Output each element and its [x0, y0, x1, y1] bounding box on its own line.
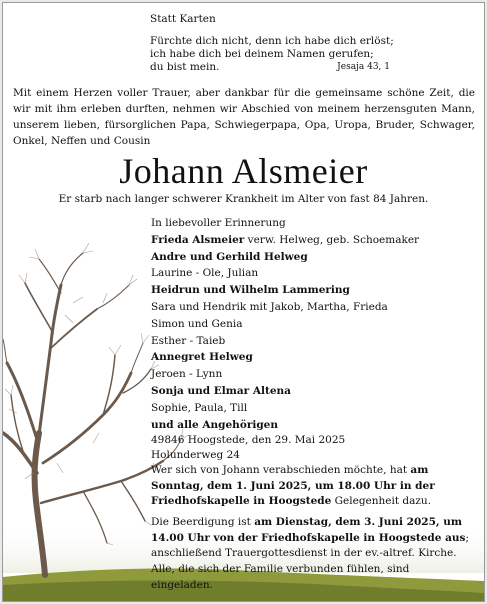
family-line: Sophie, Paula, Till	[151, 401, 248, 414]
intro-heading: Statt Karten	[150, 13, 216, 25]
street-address: Holunderweg 24	[151, 449, 240, 461]
family-line: Laurine - Ole, Julian	[151, 267, 259, 280]
family-line: Sara und Hendrik mit Jakob, Martha, Frieda	[151, 300, 388, 313]
family-list	[151, 215, 471, 433]
widow-name: Frieda Alsmeier	[151, 233, 245, 246]
funeral-text: Die Beerdigung ist	[151, 516, 255, 528]
deceased-name: Johann Alsmeier	[119, 151, 368, 191]
verse-line: du bist mein.	[150, 61, 220, 73]
family-line: Esther - Taieb	[151, 334, 226, 347]
death-note: Er starb nach langer schwerer Krankheit im Alter von fast 84 Jahren.	[58, 193, 429, 205]
family-line: Jeroen - Lynn	[151, 368, 223, 381]
farewell-text-end: Gelegenheit dazu.	[331, 495, 432, 507]
announcement-text: Mit einem Herzen voller Trauer, aber dankbar für die gemeinsame schöne Zeit, die wir mit ihm erleben durften, nehmen wir Abschied von meinem herzensguten Mann, unserem lieben, fürsorglichen Papa, Schwiegerpapa, Opa, Uropa, Bruder, Schwager, Onkel, Neffen und Cousin	[13, 87, 475, 147]
farewell-text: Wer sich von Johann verabschieden möchte, hat	[151, 464, 411, 476]
family-line: Simon und Genia	[151, 317, 243, 330]
closing-note: Alle, die sich der Familie verbunden fühlen, sind eingeladen.	[151, 563, 410, 591]
verse-line: ich habe dich bei deinem Namen gerufen;	[150, 48, 374, 60]
widow-detail: verw. Helweg, geb. Schoemaker	[244, 233, 420, 246]
intro-block	[150, 13, 400, 74]
funeral-text-end: ; anschließend Trauergottesdienst in der ev.-altref. Kirche.	[151, 531, 469, 559]
obituary-card	[2, 2, 485, 602]
family-line: Heidrun und Wilhelm Lammering	[151, 284, 350, 297]
funeral-datetime: am Dienstag, dem 3. Juni 2025, um 14.00 Uhr von der Friedhofskapelle in Hoogstede aus	[151, 516, 466, 544]
family-line: Sonja und Elmar Altena	[151, 384, 291, 397]
family-widow	[151, 232, 471, 249]
city-date: 49846 Hoogstede, den 29. Mai 2025	[151, 434, 346, 446]
family-intro: In liebevoller Erinnerung	[151, 217, 286, 229]
verse-source: Jesaja 43, 1	[337, 62, 390, 72]
family-line: und alle Angehörigen	[151, 418, 278, 431]
family-line: Andre und Gerhild Helweg	[151, 250, 308, 263]
address-block	[151, 433, 345, 463]
farewell-datetime: am Sonntag, dem 1. Juni 2025, um 18.00 Uhr in der Friedhofskapelle in Hoogstede	[151, 464, 435, 507]
funeral-notice	[151, 515, 473, 562]
verse-line: Fürchte dich nicht, denn ich habe dich erlöst;	[150, 35, 394, 47]
farewell-notice	[151, 463, 473, 510]
family-line: Annegret Helweg	[151, 351, 253, 364]
